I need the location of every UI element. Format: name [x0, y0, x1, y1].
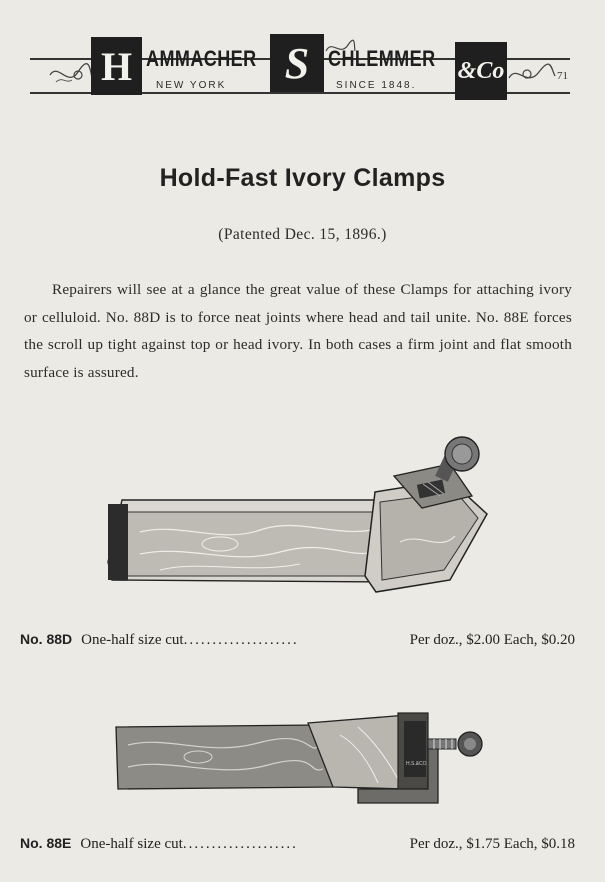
left-scroll-ornament — [48, 60, 93, 90]
product-price: Per doz., $2.00 Each, $0.20 — [409, 632, 575, 648]
product-row-88d — [20, 631, 575, 649]
right-scroll-ornament — [507, 60, 557, 90]
description-paragraph: Repairers will see at a glance the great value of these Clamps for attaching ivory or celluloid. No. 88D is to force neat joints where head and tail unite. No. 88E forces the scroll up tight against top or head ivory. In both cases a firm joint and flat smooth surface is assured. — [24, 281, 572, 381]
maker-stamp: H.S.&CO. — [406, 761, 428, 767]
since-label: SINCE 1848. — [336, 80, 417, 91]
product-number: No. 88D — [20, 631, 73, 647]
clamp-88e-illustration — [108, 705, 488, 810]
product-description: One-half size cut — [80, 836, 183, 852]
page-title: Hold-Fast Ivory Clamps — [159, 164, 446, 192]
product-price: Per doz., $1.75 Each, $0.18 — [409, 836, 575, 852]
h-monogram: H — [91, 37, 142, 95]
company-name-part1: AMMACHER — [146, 46, 257, 71]
product-description: One-half size cut — [81, 632, 184, 648]
clamp-88d-illustration — [100, 432, 495, 602]
dot-leader: .................... — [183, 632, 299, 648]
dot-leader: .................... — [182, 836, 298, 852]
co-monogram: &Co — [455, 42, 507, 100]
product-row-88e — [20, 835, 575, 853]
s-monogram: S — [270, 34, 324, 92]
city-label: NEW YORK — [156, 80, 227, 91]
product-number: No. 88E — [20, 835, 72, 851]
patent-note: (Patented Dec. 15, 1896.) — [218, 226, 387, 243]
company-name-part2: CHLEMMER — [328, 46, 436, 71]
page-number: 71 — [557, 70, 568, 82]
company-banner — [30, 32, 570, 102]
